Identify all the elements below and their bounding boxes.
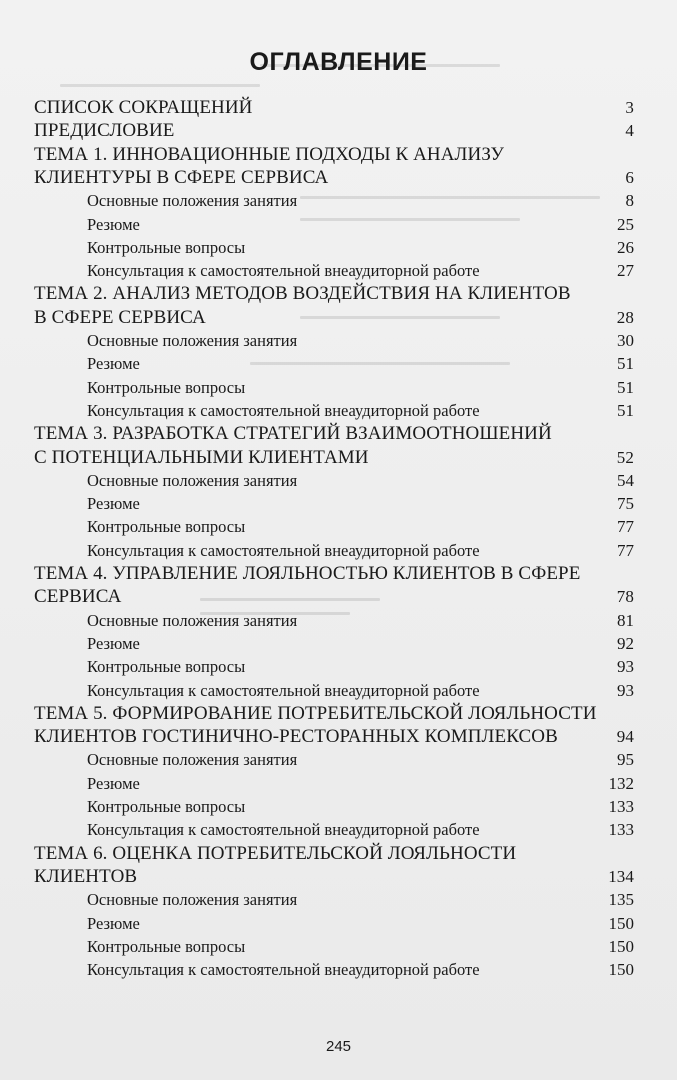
- toc-subentry: [34, 935, 634, 958]
- toc-subentry: [34, 539, 634, 562]
- toc-entry-page: 78: [616, 587, 634, 607]
- toc-entry-label: ТЕМА 1. ИННОВАЦИОННЫЕ ПОДХОДЫ К АНАЛИЗУ: [34, 143, 505, 165]
- toc-entry-label: Основные положения занятия: [87, 750, 298, 770]
- toc-heading-entry: [34, 143, 634, 166]
- toc-subentry: [34, 189, 634, 212]
- toc-entry-page: 51: [617, 400, 634, 420]
- toc-heading-entry: [34, 725, 634, 748]
- toc-entry-page: 93: [617, 680, 634, 700]
- toc-entry-label: СПИСОК СОКРАЩЕНИЙ: [34, 97, 253, 118]
- toc-entry-page: 28: [616, 307, 634, 327]
- toc-subentry: [34, 679, 634, 702]
- toc-subentry: [34, 213, 634, 236]
- toc-entry-page: 25: [617, 214, 634, 234]
- toc-heading-entry: [34, 842, 634, 865]
- toc-entry-label: СЕРВИСА: [34, 586, 122, 608]
- toc-entry-label: КЛИЕНТУРЫ В СФЕРЕ СЕРВИСА: [34, 166, 329, 188]
- toc-entry-page: 27: [617, 261, 634, 281]
- toc-heading-entry: [34, 702, 634, 725]
- toc-subentry: [34, 795, 634, 818]
- toc-entry-page: 150: [608, 960, 634, 980]
- page-title: ОГЛАВЛЕНИЕ: [249, 48, 428, 76]
- toc-heading-entry: [34, 446, 634, 469]
- toc-entry-label: Основные положения занятия: [87, 470, 298, 490]
- toc-entry-page: 8: [625, 191, 634, 211]
- toc-entry-page: 51: [617, 354, 634, 374]
- toc-subentry: [34, 772, 634, 795]
- toc-entry-label: ТЕМА 3. РАЗРАБОТКА СТРАТЕГИЙ ВЗАИМООТНОШЕНИЙ: [34, 423, 552, 445]
- toc-subentry: [34, 469, 634, 492]
- toc-entry-page: 81: [617, 610, 634, 630]
- toc-entry-page: 30: [617, 331, 634, 350]
- toc-entry-label: ТЕМА 6. ОЦЕНКА ПОТРЕБИТЕЛЬСКОЙ ЛОЯЛЬНОСТИ: [34, 842, 517, 864]
- toc-entry-label: Основные положения занятия: [87, 890, 298, 910]
- toc-entry-label: ТЕМА 5. ФОРМИРОВАНИЕ ПОТРЕБИТЕЛЬСКОЙ ЛОЯЛЬНОСТИ: [34, 702, 597, 724]
- toc-entry-page: 26: [617, 237, 634, 257]
- toc-entry-label: Консультация к самостоятельной внеаудиторной работе: [87, 680, 480, 700]
- toc-entry-page: 75: [617, 494, 634, 514]
- toc-entry-label: С ПОТЕНЦИАЛЬНЫМИ КЛИЕНТАМИ: [34, 446, 369, 468]
- toc-subentry: [34, 399, 634, 422]
- toc-subentry: [34, 329, 634, 352]
- toc-entry-label: Резюме: [87, 633, 140, 653]
- toc-entry-label: Контрольные вопросы: [87, 936, 246, 956]
- toc-subentry: [34, 632, 634, 655]
- toc-subentry: [34, 352, 634, 375]
- toc-entry-label: Контрольные вопросы: [87, 377, 246, 397]
- toc-entry-label: Резюме: [87, 913, 140, 933]
- toc-entry-label: Консультация к самостоятельной внеаудиторной работе: [87, 960, 480, 980]
- toc-entry-page: 94: [616, 727, 634, 747]
- toc-heading-entry: [34, 282, 634, 305]
- toc-entry-label: ПРЕДИСЛОВИЕ: [34, 120, 175, 142]
- toc-entry-label: Консультация к самостоятельной внеаудиторной работе: [87, 261, 480, 281]
- toc-entry-page: 3: [625, 98, 634, 117]
- page-number: 245: [325, 1038, 352, 1055]
- toc-entry-label: Основные положения занятия: [87, 331, 298, 350]
- toc-entry-label: Контрольные вопросы: [87, 657, 246, 677]
- toc-entry-label: Основные положения занятия: [87, 191, 298, 211]
- toc-entry-page: 133: [608, 820, 634, 840]
- toc-entry-label: В СФЕРЕ СЕРВИСА: [34, 306, 206, 328]
- toc-entry-page: 150: [608, 936, 634, 956]
- toc-heading-entry: [34, 865, 634, 888]
- toc-entry-label: Контрольные вопросы: [87, 797, 246, 816]
- toc-heading-entry: [34, 96, 634, 119]
- toc-subentry: [34, 888, 634, 911]
- toc-subentry: [34, 515, 634, 538]
- toc-entry-page: 93: [617, 657, 634, 677]
- toc-entry-label: Контрольные вопросы: [87, 517, 246, 537]
- toc-subentry: [34, 958, 634, 981]
- toc-entry-page: 77: [617, 517, 634, 537]
- toc-entry-label: Резюме: [87, 773, 140, 793]
- toc-entry-page: 4: [625, 121, 634, 141]
- toc-entry-page: 77: [617, 540, 634, 560]
- toc-entry-label: Контрольные вопросы: [87, 237, 246, 257]
- toc-entry-page: 132: [608, 773, 634, 793]
- toc-subentry: [34, 748, 634, 771]
- toc-entry-label: Резюме: [87, 354, 140, 374]
- toc-heading-entry: [34, 562, 634, 585]
- toc-entry-label: ТЕМА 2. АНАЛИЗ МЕТОДОВ ВОЗДЕЙСТВИЯ НА КЛИЕНТОВ: [34, 283, 571, 305]
- toc-entry-label: ТЕМА 4. УПРАВЛЕНИЕ ЛОЯЛЬНОСТЬЮ КЛИЕНТОВ В СФЕРЕ: [34, 563, 581, 584]
- toc-entry-page: 92: [617, 633, 634, 653]
- toc-subentry: [34, 912, 634, 935]
- toc-entry-label: КЛИЕНТОВ ГОСТИНИЧНО-РЕСТОРАННЫХ КОМПЛЕКСОВ: [34, 726, 558, 748]
- toc-entry-label: Консультация к самостоятельной внеаудиторной работе: [87, 400, 480, 420]
- toc-subentry: [34, 259, 634, 282]
- toc-entry-page: 135: [608, 890, 634, 910]
- toc-entry-label: КЛИЕНТОВ: [34, 865, 138, 887]
- toc-entry-page: 54: [617, 470, 634, 490]
- toc-subentry: [34, 376, 634, 399]
- toc-heading-entry: [34, 166, 634, 189]
- toc-entry-label: Консультация к самостоятельной внеаудиторной работе: [87, 540, 480, 560]
- toc-entry-page: 6: [625, 167, 634, 187]
- toc-heading-entry: [34, 585, 634, 608]
- toc-entry-page: 134: [608, 866, 634, 886]
- toc-entry-label: Резюме: [87, 214, 140, 234]
- toc-subentry: [34, 492, 634, 515]
- toc-heading-entry: [34, 119, 634, 142]
- toc-heading-entry: [34, 422, 634, 445]
- toc-heading-entry: [34, 306, 634, 329]
- toc-subentry: [34, 609, 634, 632]
- toc-entry-label: Консультация к самостоятельной внеаудиторной работе: [87, 820, 480, 840]
- toc-entry-label: Основные положения занятия: [87, 610, 298, 630]
- toc-entry-page: 51: [617, 377, 634, 397]
- toc-entry-page: 52: [616, 447, 634, 467]
- toc-subentry: [34, 655, 634, 678]
- toc-entry-page: 95: [617, 750, 634, 770]
- toc-subentry: [34, 236, 634, 259]
- toc-entry-page: 133: [608, 797, 634, 816]
- toc-subentry: [34, 818, 634, 841]
- toc-entry-label: Резюме: [87, 494, 140, 514]
- toc-entry-page: 150: [608, 913, 634, 933]
